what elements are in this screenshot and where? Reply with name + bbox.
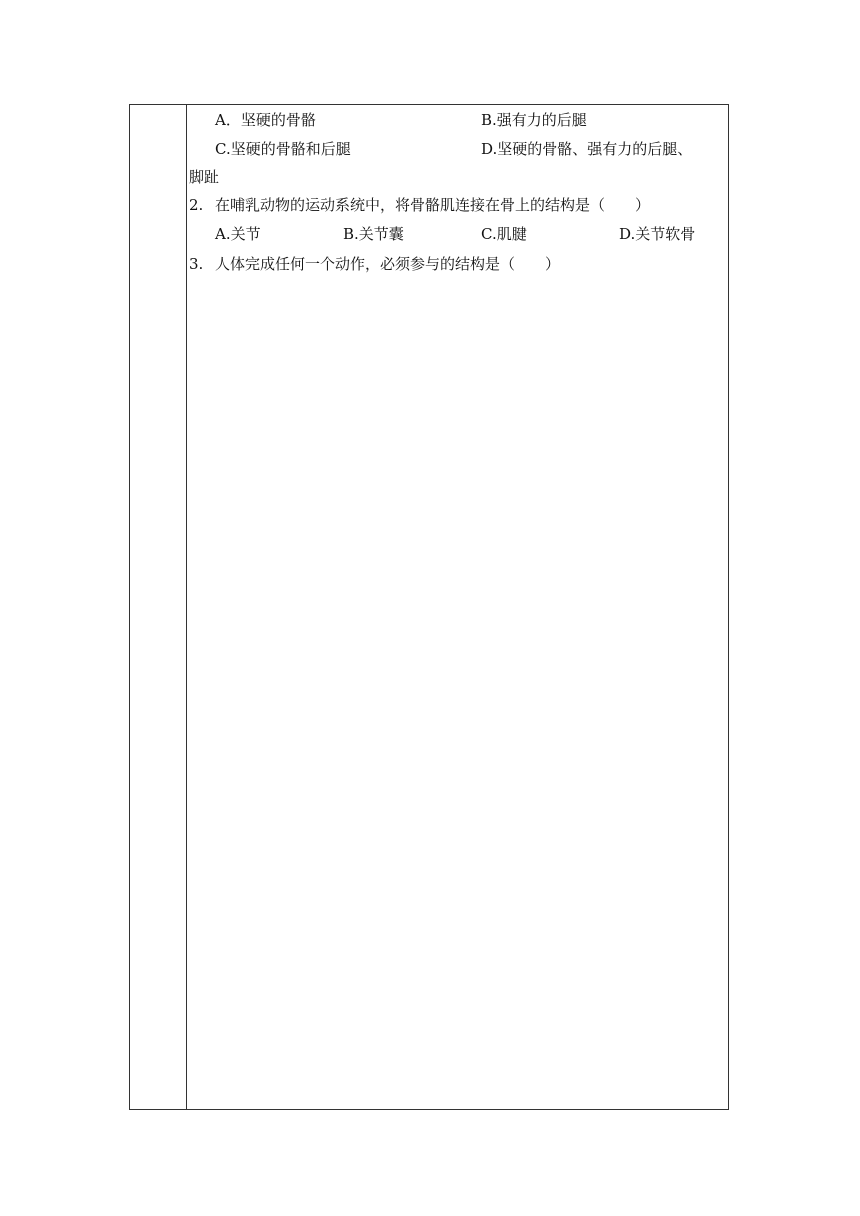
q2-option-a: A.关节 (215, 225, 261, 243)
q3-number: 3. (189, 255, 204, 273)
q2-stem: 在哺乳动物的运动系统中，将骨骼肌连接在骨上的结构是（ ） (215, 196, 651, 214)
left-column-cell (130, 105, 187, 1109)
q1-option-a: A．坚硬的骨骼 (215, 111, 316, 129)
q3-stem: 人体完成任何一个动作，必须参与的结构是（ ） (215, 255, 561, 273)
question-table (129, 104, 729, 1110)
q2-option-d: D.关节软骨 (619, 225, 696, 243)
q2-option-c: C.肌腱 (481, 225, 527, 243)
q1-option-b: B.强有力的后腿 (481, 111, 587, 129)
q1-option-d: D.坚硬的骨骼、强有力的后腿、 (481, 140, 693, 158)
q2-option-b: B.关节囊 (343, 225, 404, 243)
content-column-cell (187, 105, 728, 1109)
q1-option-d-continued: 脚趾 (189, 168, 220, 186)
q1-option-c: C.坚硬的骨骼和后腿 (215, 140, 351, 158)
q2-number: 2. (189, 196, 204, 214)
